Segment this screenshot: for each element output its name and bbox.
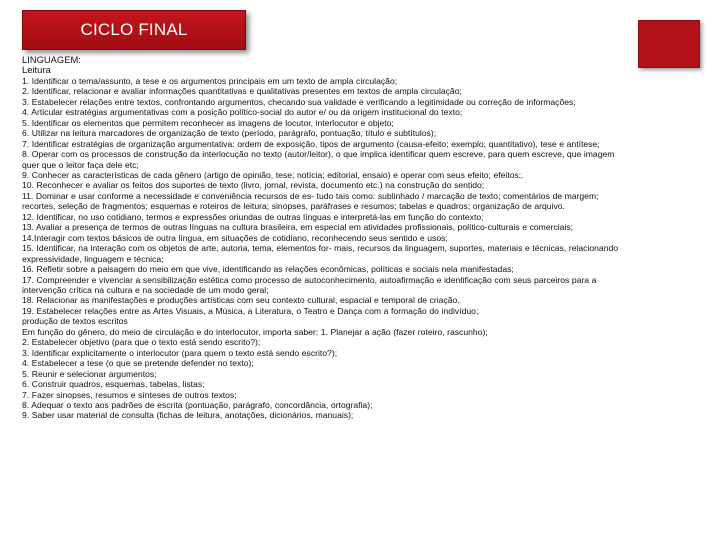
text-line: 15. Identificar, na interação com os objetos de arte, autoria, tema, elementos for- mais, recursos da linguagem, suportes, materiais e técnicas, relacionando (22, 243, 619, 254)
text-line: 9. Saber usar material de consulta (fichas de leitura, anotações, dicionários, manuais); (22, 410, 354, 421)
text-line: 4. Estabelecer a tese (o que se pretende defender no texto); (22, 358, 254, 369)
text-line: 14.Interagir com textos básicos de outra língua, em situações de cotidiano, reconhecendo seus sentido e usos; (22, 232, 448, 243)
page-title: CICLO FINAL (80, 20, 188, 39)
text-line: 17. Compreender e vivenciar a sensibilização estética como processo de autoconhecimento, autoafirmação e identificação com seus parceiros para a (22, 274, 597, 285)
text-line: 7. Fazer sinopses, resumos e sínteses de outros textos; (22, 389, 237, 400)
document-body (22, 55, 698, 421)
text-line: recortes, seleção de fragmentos; esquemas e roteiros de leitura; sinopses, paráfrases e resumos; tabelas e quadros; organização de arquivo. (22, 201, 565, 212)
text-line: 12. Identificar, no uso cotidiano, termos e expressões oriundas de outras línguas e interpretá-las em função do contexto; (22, 211, 484, 222)
text-lines (22, 76, 698, 421)
text-line: 2. Identificar, relacionar e avaliar informações quantitativas e qualitativas presentes em textos de ampla circulação; (22, 86, 462, 97)
text-line: 3. Identificar explicitamente o interlocutor (para quem o texto está sendo escrito?); (22, 347, 338, 358)
text-line: 11. Dominar e usar conforme a necessidade e conveniência recursos de es- tudo tais como: sublinhado / marcação de texto; comentários de margem; (22, 190, 599, 201)
text-line: 18. Relacionar as manifestações e produções artísticas com seu contexto cultural, espacial e temporal de criação. (22, 295, 460, 306)
text-line: Em função do gênero, do meio de circulação e do interlocutor, importa saber: 1. Planejar a ação (fazer roteiro, rascunho); (22, 326, 488, 337)
text-line: 5. Reunir e selecionar argumentos; (22, 368, 157, 379)
text-line: 1. Identificar o tema/assunto, a tese e os argumentos principais em um texto de ampla circulação; (22, 75, 398, 86)
text-line: 19. Estabelecer relações entre as Artes Visuais, a Música, a Literatura, o Teatro e Dança com a formação do indivíduo; (22, 305, 479, 316)
text-line: 10. Reconhecer e avaliar os feitos dos suportes de texto (livro, jornal, revista, documento etc.) na construção do sentido; (22, 180, 485, 191)
text-line: 2. Estabelecer objetivo (para que o texto está sendo escrito?); (22, 337, 261, 348)
text-line: intervenção crítica na cultura e na sociedade de um modo geral; (22, 284, 269, 295)
text-line: expressividade, linguagem e técnica; (22, 253, 164, 264)
text-line: 13. Avaliar a presença de termos de outras línguas na cultura brasileira, em especial em atividades profissionais, político-culturais e comerciais; (22, 222, 574, 233)
section-heading: LINGUAGEM: (22, 54, 81, 65)
text-line: produção de textos escritos (22, 316, 128, 327)
text-line: 7. Identificar estratégias de organização argumentativa: ordem de exposição, tipos de argumento (causa-efeito; exemplo; quantitativo), tese e antítese; (22, 138, 600, 149)
title-banner (22, 10, 246, 50)
text-line: 8. Operar com os processos de construção da interlocução no texto (autor/leitor), o que implica identificar quem escreve, para quem escreve, que imagem (22, 149, 615, 160)
text-line: 8. Adequar o texto aos padrões de escrita (pontuação, parágrafo, concordância, ortografia); (22, 399, 373, 410)
text-line: 6. Utilizar na leitura marcadores de organização de texto (período, parágrafo, pontuação, título e subtítulos); (22, 128, 437, 139)
text-line: 9. Conhecer as características de cada gênero (artigo de opinião, tese; notícia; editorial, ensaio) e operar com seus efeito; efeitos;. (22, 169, 524, 180)
text-line: 3. Estabelecer relações entre textos, confrontando argumentos, checando sua validade e verificando a legitimidade ou correção de informações; (22, 96, 576, 107)
text-line: 5. Identificar os elementos que permitem reconhecer as imagens de locutor, interlocutor e objeto; (22, 117, 394, 128)
text-line: quer que o leitor faça dele etc; (22, 159, 139, 170)
text-line: 16. Refletir sobre a paisagem do meio em que vive, identificando as relações econômicas, políticas e sociais nela manifestadas; (22, 264, 514, 275)
text-line: 4. Articular estratégias argumentativas com a posição político-social do autor e/ ou da origem institucional do texto; (22, 107, 463, 118)
subsection-heading: Leitura (22, 64, 51, 76)
text-line: 6. Construir quadros, esquemas, tabelas, listas; (22, 379, 205, 390)
